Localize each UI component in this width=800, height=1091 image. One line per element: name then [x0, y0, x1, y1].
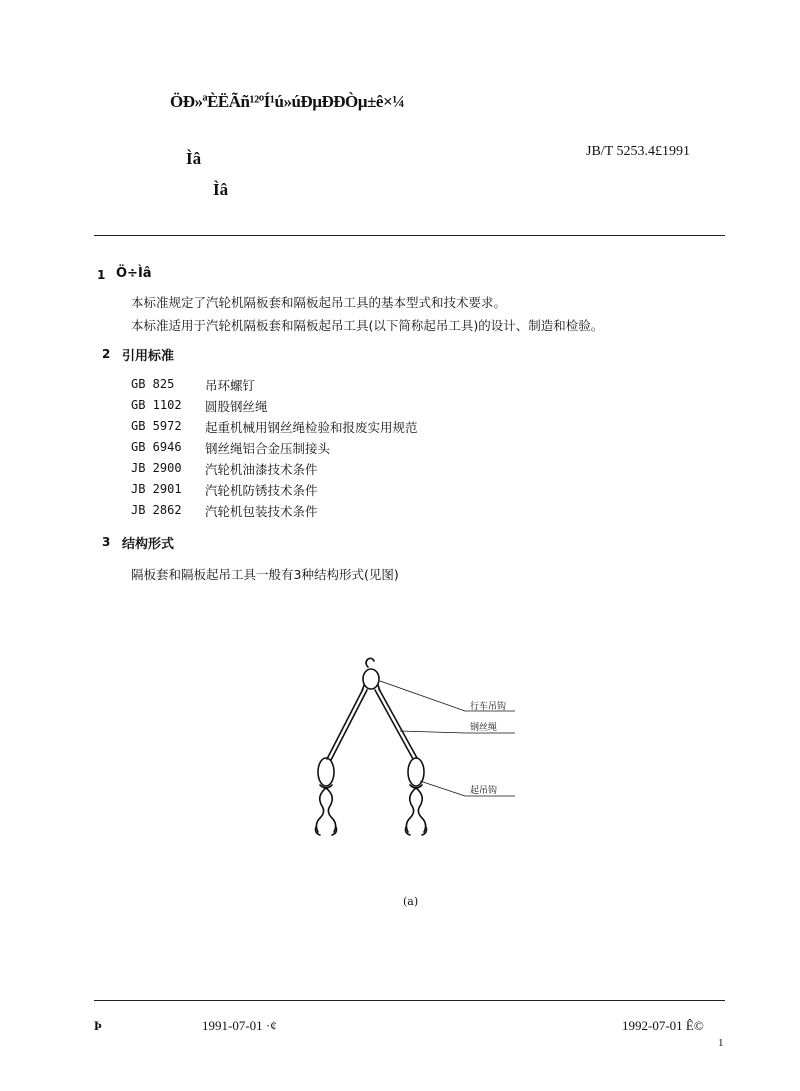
ref-name: 汽轮机包装技术条件 [205, 504, 318, 519]
implementation-date: 1992-07-01 Ê© [622, 1018, 704, 1033]
label-wire-rope: 钢丝绳 [470, 723, 498, 733]
section-2-number: 2 [102, 347, 111, 361]
ref-code: GB 825 [131, 377, 175, 391]
ref-code: GB 1102 [131, 398, 182, 412]
section-3-title: 结构形式 [122, 537, 175, 552]
ref-code: GB 5972 [131, 419, 182, 433]
section-3-number: 3 [102, 535, 111, 549]
label-lifting-hook: 起吊钩 [470, 786, 498, 796]
footer-left-mark: Þ [94, 1018, 102, 1033]
lifting-tool-figure [300, 655, 540, 855]
garbled-mark-2: Ìâ [213, 180, 229, 199]
issue-date: 1991-07-01 ·¢ [202, 1018, 277, 1033]
standard-number: JB/T 5253.4£1991 [586, 144, 690, 159]
ref-code: JB 2901 [131, 482, 182, 496]
figure-caption: (a) [403, 895, 419, 908]
ref-code: JB 2862 [131, 503, 182, 517]
section-1-para-2: 本标准适用于汽轮机隔板套和隔板起吊工具(以下简称起吊工具)的设计、制造和检验。 [131, 318, 604, 333]
label-crane-hook: 行车吊钩 [470, 702, 507, 712]
section-1-number: 1 [97, 268, 106, 282]
ref-code: JB 2900 [131, 461, 182, 475]
page-number: 1 [718, 1037, 724, 1049]
ref-name: 钢丝绳铝合金压制接头 [205, 441, 331, 456]
ref-code: GB 6946 [131, 440, 182, 454]
section-1-para-1: 本标准规定了汽轮机隔板套和隔板起吊工具的基本型式和技术要求。 [131, 295, 507, 310]
ref-name: 圆股钢丝绳 [205, 399, 268, 414]
garbled-mark-1: Ìâ [186, 149, 202, 168]
footer-rule [94, 1000, 725, 1001]
ref-name: 吊环螺钉 [205, 378, 256, 393]
header-rule [94, 235, 725, 236]
ref-name: 起重机械用钢丝绳检验和报废实用规范 [205, 420, 418, 435]
garbled-title: ÖÐ»ªÈËÃñ¹²ºÍ¹ú»úÐµÐÐÒµ±ê×¼ [170, 92, 405, 111]
section-2-title: 引用标准 [122, 349, 175, 364]
section-1-title: Ö÷Ìâ [116, 266, 152, 281]
ref-name: 汽轮机防锈技术条件 [205, 483, 318, 498]
section-3-para-1: 隔板套和隔板起吊工具一般有3种结构形式(见图) [131, 567, 399, 582]
ref-name: 汽轮机油漆技术条件 [205, 462, 318, 477]
